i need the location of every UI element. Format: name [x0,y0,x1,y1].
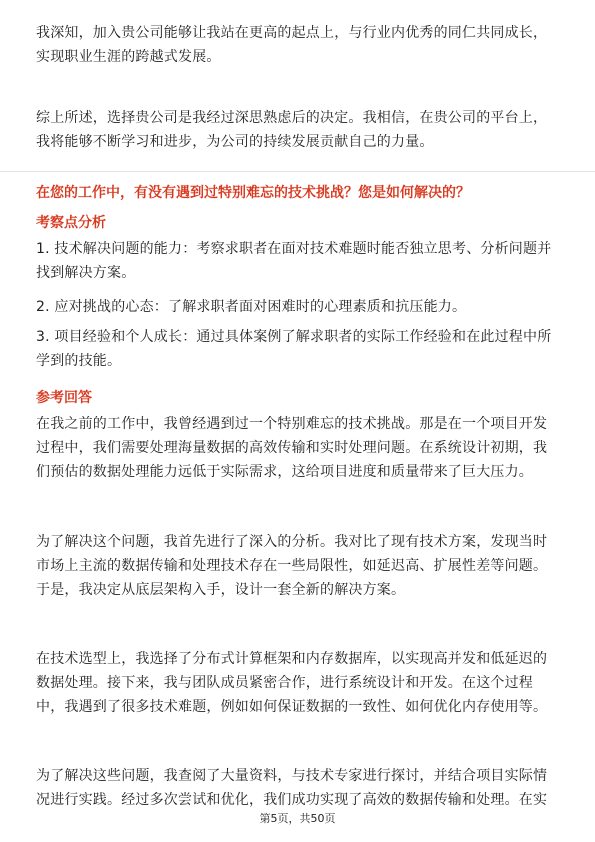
text-line: 市场上主流的数据传输和处理技术存在一些局限性，如延迟高、扩展性差等问题。 [36,558,548,574]
text-line: 我将能够不断学习和进步，为公司的持续发展贡献自己的力量。 [36,134,434,150]
text-line: 1. 技术解决问题的能力：考察求职者在面对技术难题时能否独立思考、分析问题并 [36,241,552,257]
section-divider [0,171,595,172]
text-line: 于是，我决定从底层架构入手，设计一套全新的解决方案。 [36,582,406,598]
analysis-title: 考察点分析 [36,215,106,231]
text-line: 学到的技能。 [36,353,122,369]
question-heading: 在您的工作中，有没有遇到过特别难忘的技术挑战？您是如何解决的？ [36,185,470,201]
text-line: 为了解决这个问题，我首先进行了深入的分析。我对比了现有技术方案，发现当时 [36,534,548,550]
text-line: 3. 项目经验和个人成长：通过具体案例了解求职者的实际工作经验和在此过程中所 [36,329,552,345]
intro-paragraph-2 [36,106,561,154]
intro-paragraph-1 [36,21,561,69]
text-line: 在技术选型上，我选择了分布式计算框架和内存数据库，以实现高并发和低延迟的 [36,651,548,667]
answer-title: 参考回答 [36,390,92,406]
text-line: 在我之前的工作中，我曾经遇到过一个特别难忘的技术挑战。那是在一个项目开发 [36,416,548,432]
text-line: 中，我遇到了很多技术难题，例如如何保证数据的一致性、如何优化内存使用等。 [36,699,548,715]
analysis-item-1 [36,237,561,285]
answer-paragraph-2 [36,530,561,602]
text-line: 实现职业生涯的跨越式发展。 [36,49,221,65]
text-line: 为了解决这些问题，我查阅了大量资料，与技术专家进行探讨，并结合项目实际情 [36,768,548,784]
text-line: 过程中，我们需要处理海量数据的高效传输和实时处理问题。在系统设计初期，我 [36,440,548,456]
answer-paragraph-1 [36,412,561,484]
answer-paragraph-4 [36,764,561,812]
text-line: 们预估的数据处理能力远低于实际需求，这给项目进度和质量带来了巨大压力。 [36,464,533,480]
answer-paragraph-3 [36,647,561,719]
analysis-item-2 [36,295,561,319]
text-line: 况进行实践。经过多次尝试和优化，我们成功实现了高效的数据传输和处理。在实 [36,792,548,808]
page-number: 第5页，共50页 [259,812,336,825]
text-line: 2. 应对挑战的心态：了解求职者面对困难时的心理素质和抗压能力。 [36,299,467,315]
analysis-item-3 [36,325,561,373]
text-line: 数据处理。接下来，我与团队成员紧密合作，进行系统设计和开发。在这个过程 [36,675,533,691]
text-line: 综上所述，选择贵公司是我经过深思熟虑后的决定。我相信，在贵公司的平台上， [36,110,548,126]
text-line: 找到解决方案。 [36,265,136,281]
text-line: 我深知，加入贵公司能够让我站在更高的起点上，与行业内优秀的同仁共同成长， [36,25,548,41]
